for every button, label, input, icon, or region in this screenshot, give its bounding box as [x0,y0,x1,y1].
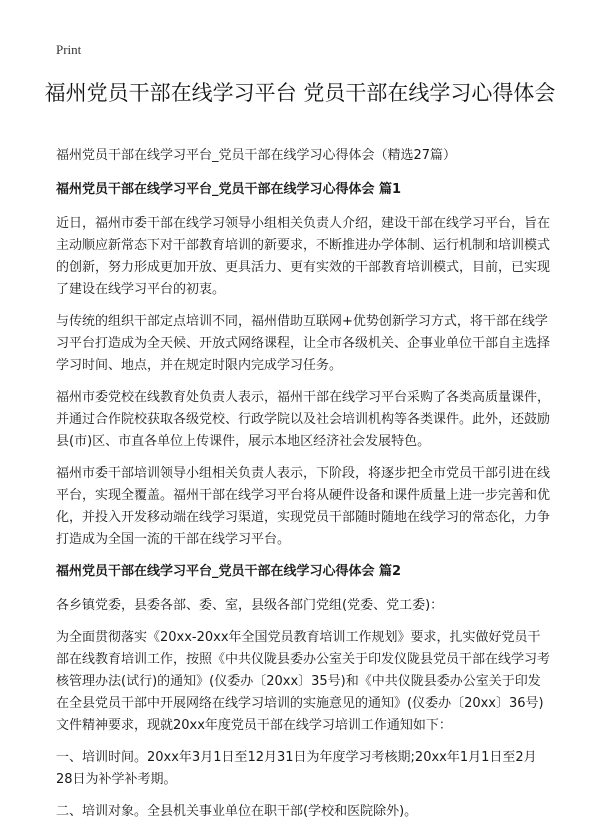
section-2-paragraph-2: 为全面贯彻落实《20xx-20xx年全国党员教育培训工作规划》要求，扎实做好党员干部在线教育培训工作，按照《中共仪陇县委办公室关于印发仪陇县党员干部在线学习考核管理办法(试行)的通知》(仪委办〔20xx〕35号)和《中共仪陇县委办公室关于印发在全县党员干部中开展网络在线学习培训的实施意见的通知》(仪委办〔20xx〕36号)文件精神要求，现就20xx年度党员干部在线学习培训工作通知如下： [56,630,551,733]
section-1-paragraph-1: 近日，福州市委干部在线学习领导小组相关负责人介绍，建设干部在线学习平台，旨在主动顺应新常态下对干部教育培训的新要求，不断推进办学体制、运行机制和培训模式的创新，努力形成更加开放、更具活力、更有实效的干部教育培训模式，目前，已实现了建设在线学习平台的初衷。 [56,216,551,297]
section-1-paragraph-4: 福州市委干部培训领导小组相关负责人表示，下阶段，将逐步把全市党员干部引进在线平台，实现全覆盖。福州干部在线学习平台将从硬件设备和课件质量上进一步完善和优化，并投入开发移动端在线学习渠道，实现党员干部随时随地在线学习的常态化，力争打造成为全国一流的干部在线学习平台。 [56,466,551,547]
section-heading-2: 福州党员干部在线学习平台_党员干部在线学习心得体会 篇2 [56,564,402,579]
section-2-paragraph-3: 一、培训时间。20xx年3月1日至12月31日为年度学习考核期;20xx年1月1日至2月28日为补学补考期。 [56,750,537,787]
page-title: 福州党员干部在线学习平台 党员干部在线学习心得体会 [44,81,556,105]
document-body [56,145,552,828]
section-1-paragraph-3: 福州市委党校在线教育处负责人表示，福州干部在线学习平台采购了各类高质量课件，并通过合作院校获取各级党校、行政学院以及社会培训机构等各类课件。此外，还鼓励县(市)区、市直各单位上传课件，展示本地区经济社会发展特色。 [56,390,551,449]
section-1-paragraph-2: 与传统的组织干部定点培训不同，福州借助互联网+优势创新学习方式，将干部在线学习平台打造成为全天候、开放式网络课程，让全市各级机关、企事业单位干部自主选择学习时间、地点，并在规定时限内完成学习任务。 [56,314,551,373]
section-heading-1: 福州党员干部在线学习平台_党员干部在线学习心得体会 篇1 [56,182,402,197]
print-label[interactable]: Print [56,42,82,57]
section-2-paragraph-4: 二、培训对象。全县机关事业单位在职干部(学校和医院除外)。 [56,804,418,819]
section-2-paragraph-1: 各乡镇党委，县委各部、委、室，县级各部门党组(党委、党工委)： [56,598,444,613]
document-subtitle: 福州党员干部在线学习平台_党员干部在线学习心得体会（精选27篇） [56,148,457,163]
